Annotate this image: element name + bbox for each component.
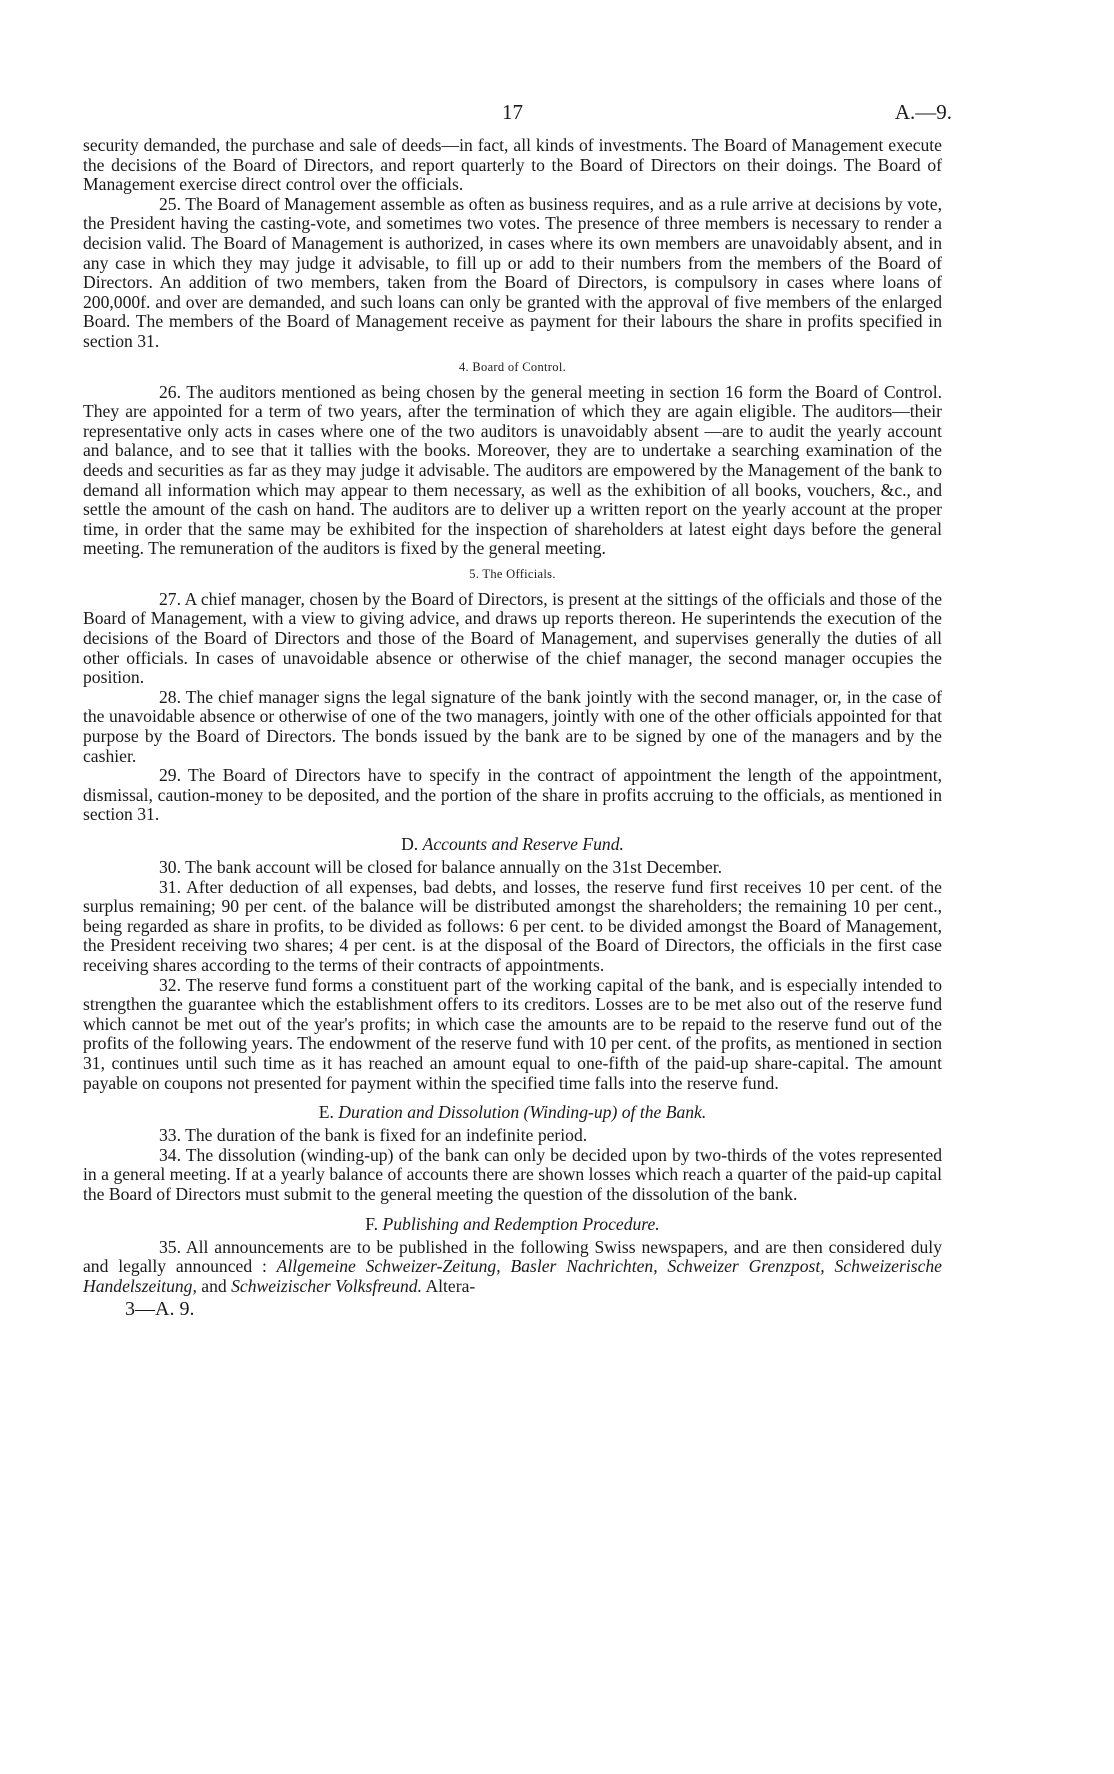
paragraph: 30. The bank account will be closed for balance annually on the 31st December. [159, 857, 722, 877]
paragraph: 25. The Board of Management assemble as often as business requires, and as a rule arrive at decisions by vote, the President having the casting-vote, and sometimes two votes. The presence of three members is necessary to render a decision valid. The Board of Management is authorized, in cases where its own members are unavoidably absent, and in any case in which they may judge it advisable, to fill up or add to their numbers from the members of the Board of Directors. An addition of two members, taken from the Board of Directors, is compulsory in cases where loans of 200,000f. and over are demanded, and such loans can only be granted with the approval of five members of the enlarged Board. The members of the Board of Management receive as payment for their labours the share in profits specified in section 31. [83, 193, 942, 351]
newspaper-name: Schweizer Grenzpost, [667, 1256, 825, 1277]
document-reference: A.—9. [894, 100, 952, 124]
paragraph: 32. The reserve fund forms a constituent part of the working capital of the bank, and is especially intended to strengthen the guarantee which the establishment offers to its creditors. Losses are to be met also out of the reserve fund which cannot be met out of the year's profits; in which case the amounts are to be repaid to the reserve fund out of the profits of the following years. The endowment of the reserve fund with 10 per cent. of the profits, as mentioned in section 31, continues until such time as it has reached an amount equal to one-fifth of the paid-up share-capital. The amount payable on coupons not presented for payment within the specified time falls into the reserve fund. [83, 974, 942, 1093]
newspaper-name: Basler Nachrichten, [510, 1256, 658, 1277]
section-heading [83, 833, 942, 855]
section-letter: D. [401, 834, 419, 854]
paragraph: 29. The Board of Directors have to specify in the contract of appointment the length of the appointment, dismissal, caution-money to be deposited, and the portion of the share in profits accruing to the officials, as mentioned in section 31. [83, 765, 942, 825]
page-header [83, 100, 952, 136]
body-text [83, 136, 942, 1296]
paragraph: 28. The chief manager signs the legal signature of the bank jointly with the second manager, or, in the case of the unavoidable absence or otherwise of one of the two managers, jointly with one of the other officials appointed for that purpose by the Board of Directors. The bonds issued by the bank are to be signed by one of the managers and by the cashier. [83, 686, 942, 766]
paragraph-text: Altera- [425, 1275, 476, 1296]
paragraph: 33. The duration of the bank is fixed for an indefinite period. [159, 1125, 588, 1146]
newspaper-name: Schweizischer Volksfreund. [231, 1275, 422, 1296]
newspaper-name: Schweizerische Handelszeitung, [83, 1256, 942, 1296]
section-heading [83, 1101, 942, 1123]
document-page [83, 100, 952, 1321]
section-title: Accounts and Reserve Fund. [422, 834, 624, 854]
paragraph: 34. The dissolution (winding-up) of the bank can only be decided upon by two-thirds of the votes represented in a general meeting. If at a yearly balance of accounts there are shown losses which reach a quarter of the paid-up capital the Board of Directors must submit to the general meeting the question of the dissolution of the bank. [83, 1144, 942, 1204]
signature-mark: 3—A. 9. [125, 1298, 195, 1321]
paragraph-text: 35. All announcements are to be published in the following Swiss newspapers, and are then considered duly and legally announced : [83, 1236, 942, 1277]
newspaper-name: Allgemeine Schweizer-Zeitung, [276, 1256, 501, 1277]
paragraph [83, 1238, 942, 1297]
section-title: Publishing and Redemption Procedure. [382, 1213, 660, 1234]
paragraph: 31. After deduction of all expenses, bad debts, and losses, the reserve fund first receives 10 per cent. of the surplus remaining; 90 per cent. of the balance will be distributed amongst the shareholders; the remaining 10 per cent., being regarded as share in profits, to be divided as follows: 6 per cent. to be divided amongst the Board of Management, the President receiving two shares; 4 per cent. is at the disposal of the Board of Directors, the officials in the first case receiving shares according to the terms of their contracts of appointments. [83, 876, 942, 975]
conjunction: and [201, 1275, 227, 1296]
subsection-heading: 5. The Officials. [469, 566, 556, 581]
section-title: Duration and Dissolution (Winding-up) of the Bank. [338, 1102, 707, 1123]
page-number: 17 [502, 100, 523, 124]
subsection-heading: 4. Board of Control. [458, 359, 567, 374]
paragraph: security demanded, the purchase and sale of deeds—in fact, all kinds of investments. The Board of Management execute the decisions of the Board of Directors, and report quarterly to the Board of Directors on their doings. The Board of Management exercise direct control over the officials. [83, 135, 942, 195]
paragraph: 27. A chief manager, chosen by the Board of Directors, is present at the sittings of the officials and those of the Board of Management, with a view to giving advice, and draws up reports thereon. He superintends the execution of the decisions of the Board of Directors and those of the Board of Management, and supervises generally the duties of all other officials. In cases of unavoidable absence or otherwise of the chief manager, the second manager occupies the position. [83, 588, 942, 688]
paragraph: 26. The auditors mentioned as being chosen by the general meeting in section 16 form the Board of Control. They are appointed for a term of two years, after the termination of which they are again eligible. The auditors—their representative only acts in cases where one of the two auditors is unavoidably absent —are to audit the yearly account and balance, and to see that it tallies with the books. Moreover, they are to undertake a searching examination of the deeds and securities as far as they may judge it advisable. The auditors are empowered by the Management of the bank to demand all information which may appear to them necessary, as well as the exhibition of all books, vouchers, &c., and settle the amount of the cash on hand. The auditors are to deliver up a written report on the yearly account at the proper time, in order that the same may be exhibited for the inspection of shareholders at latest eight days before the general meeting. The remuneration of the auditors is fixed by the general meeting. [83, 381, 942, 559]
section-letter: E. [318, 1102, 334, 1123]
section-heading [83, 1213, 942, 1235]
section-letter: F. [365, 1213, 379, 1234]
